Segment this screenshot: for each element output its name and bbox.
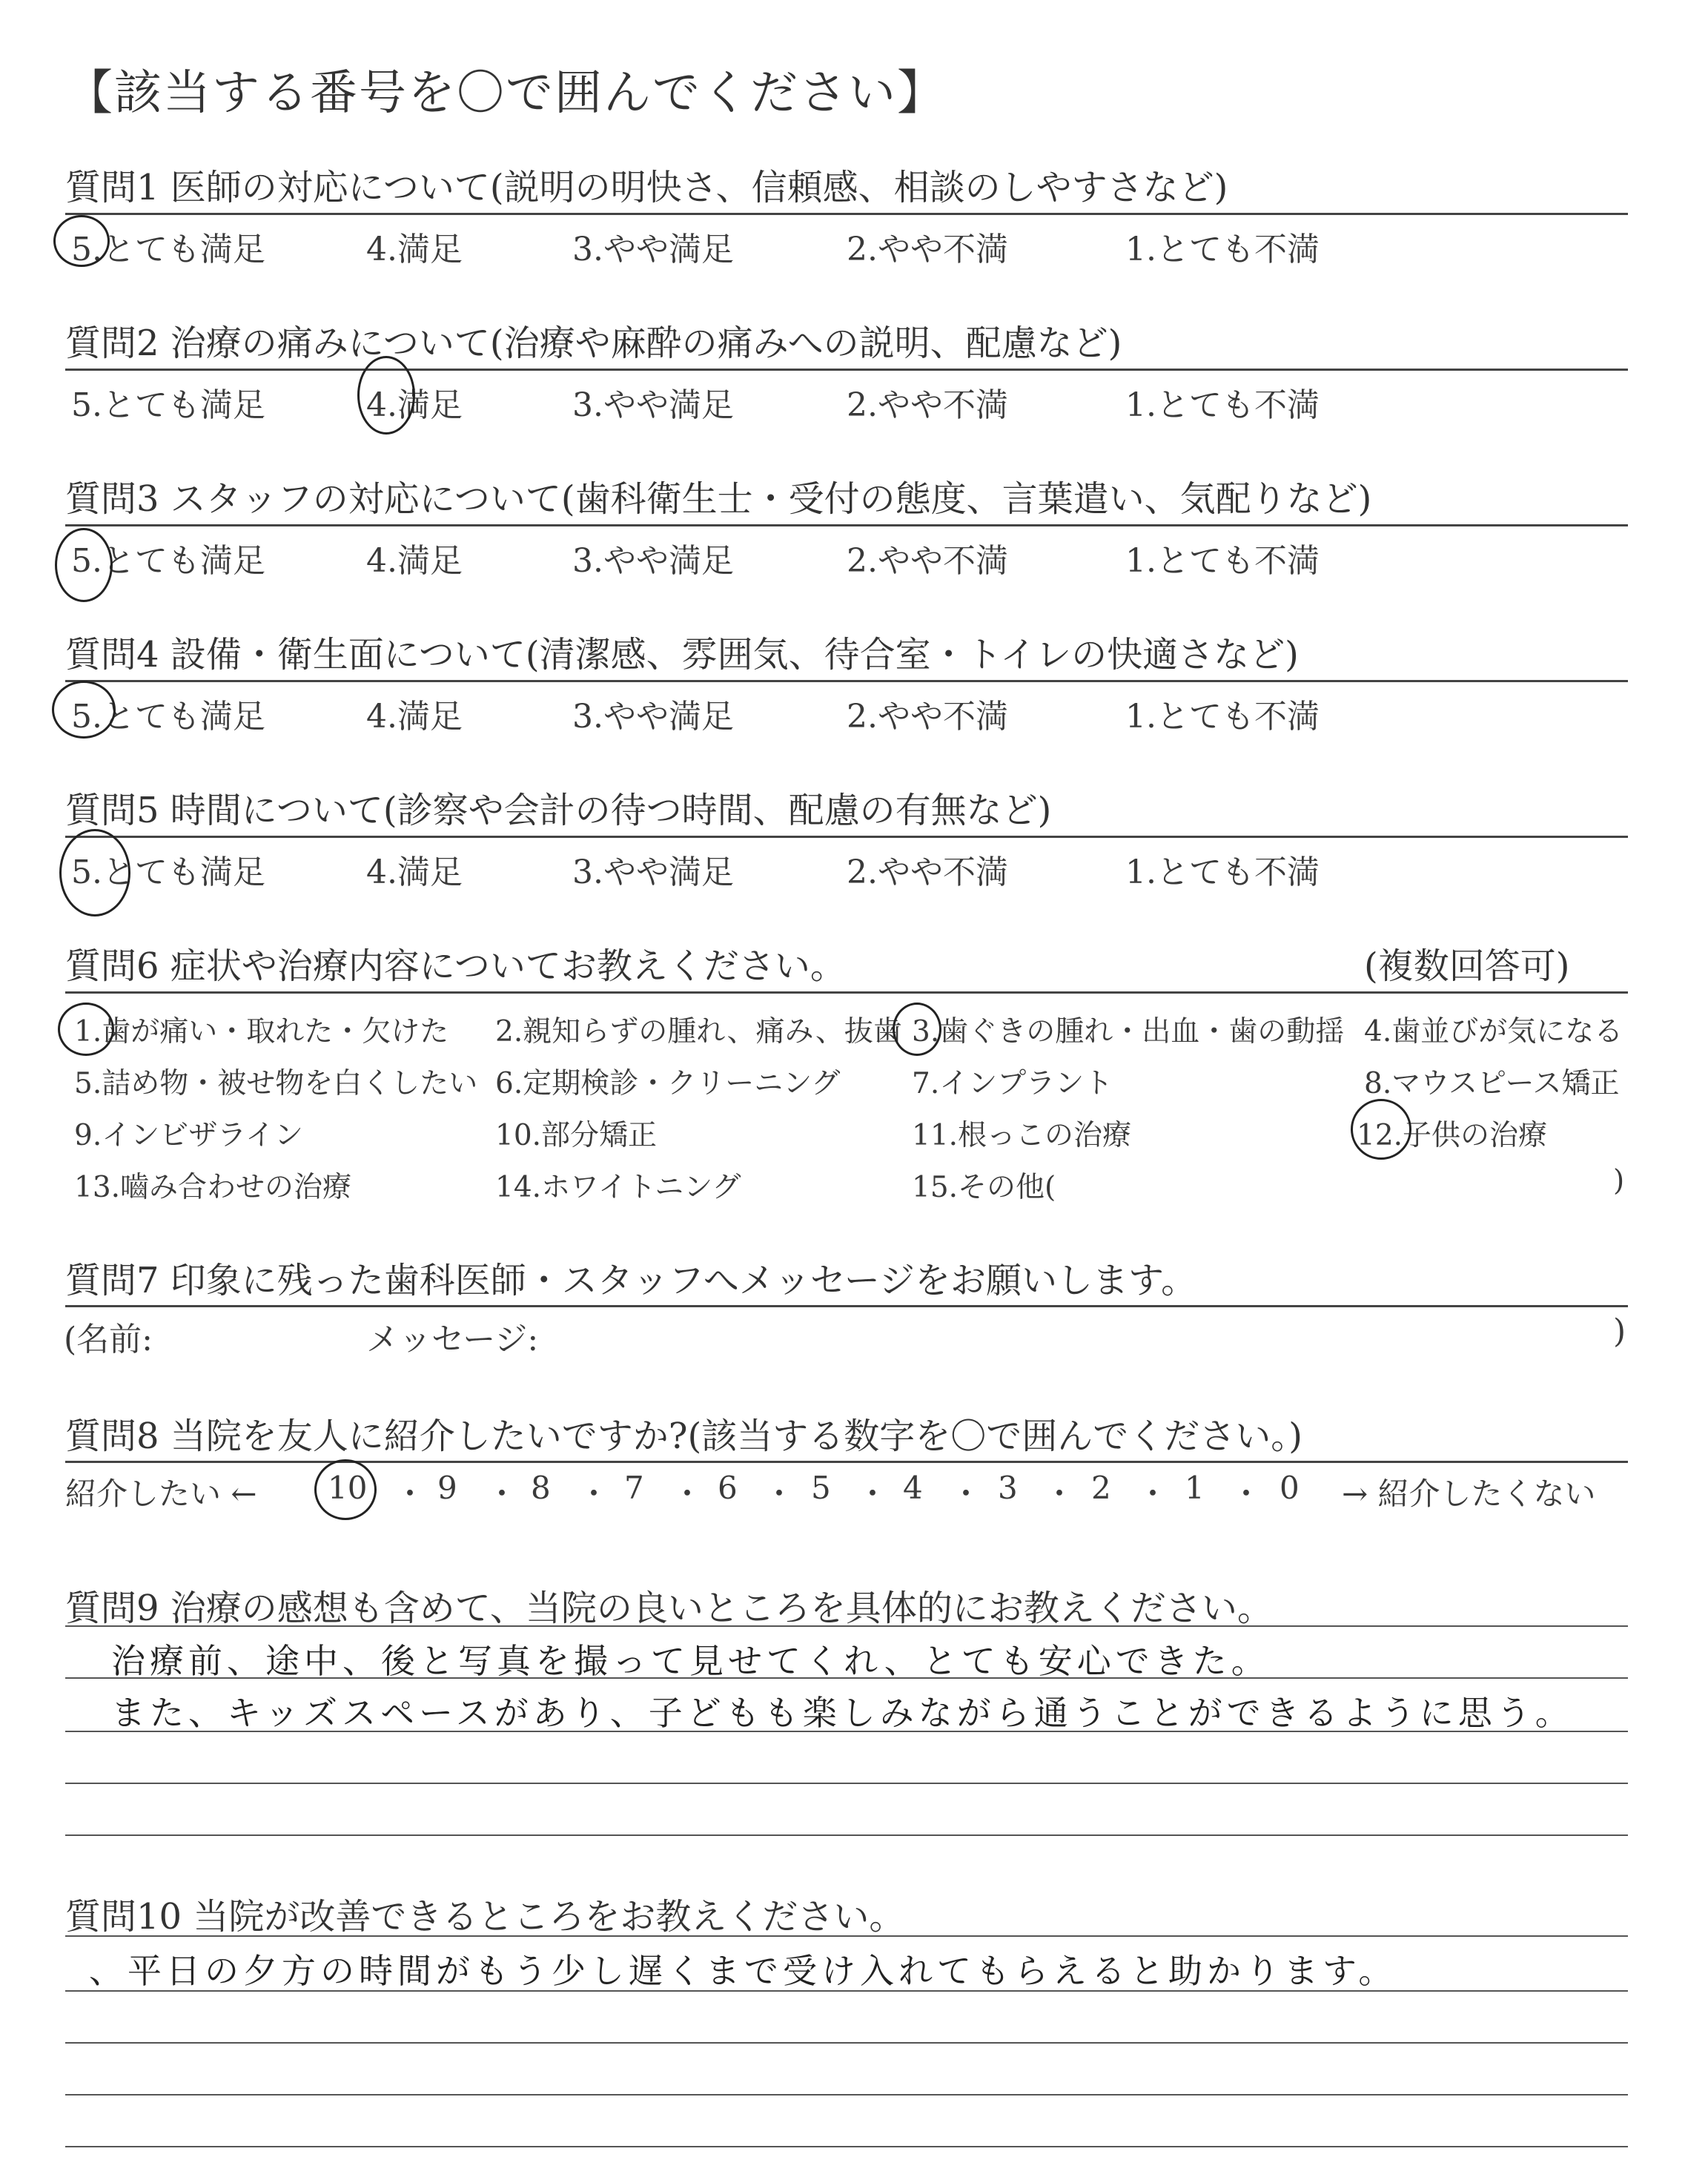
q8-sep: ・: [394, 1476, 426, 1512]
q5-option-1[interactable]: 1.とても不満: [1125, 853, 1320, 891]
q4-option-2[interactable]: 2.やや不満: [847, 698, 1008, 736]
question-10-title: 質問10 当院が改善できるところをお教えください。: [65, 1896, 905, 1938]
q8-sep: ・: [857, 1476, 889, 1512]
q8-left-label: 紹介したい ←: [65, 1476, 257, 1512]
q5-option-5[interactable]: 5.とても満足: [71, 853, 265, 891]
q8-score-8[interactable]: 8: [531, 1470, 551, 1506]
q9-answer-rule-1: [65, 1625, 1628, 1627]
q1-selection-circle: [53, 215, 110, 267]
q8-right-label: → 紹介したくない: [1342, 1476, 1596, 1512]
q1-option-4[interactable]: 4.満足: [366, 231, 463, 268]
q8-score-7[interactable]: 7: [624, 1470, 644, 1506]
q8-score-10[interactable]: 10: [328, 1470, 368, 1506]
question-7-rule: [65, 1305, 1628, 1307]
q4-option-4[interactable]: 4.満足: [366, 698, 463, 736]
q6-option-3[interactable]: 3.歯ぐきの腫れ・出血・歯の動揺: [912, 1015, 1345, 1048]
q10-answer-rule-4: [65, 2094, 1628, 2095]
q5-option-4[interactable]: 4.満足: [366, 853, 463, 891]
question-1-rule: [65, 213, 1628, 215]
q2-option-4[interactable]: 4.満足: [366, 386, 463, 424]
q8-sep: ・: [950, 1476, 982, 1512]
q6-option-1[interactable]: 1.歯が痛い・取れた・欠けた: [74, 1015, 449, 1048]
question-3-title: 質問3 スタッフの対応について(歯科衛生士・受付の態度、言葉遣い、気配りなど): [65, 478, 1372, 520]
question-5-rule: [65, 836, 1628, 838]
q1-option-2[interactable]: 2.やや不満: [847, 231, 1008, 268]
question-9-title: 質問9 治療の感想も含めて、当院の良いところを具体的にお教えください。: [65, 1588, 1273, 1629]
q4-selection-circle: [52, 681, 116, 739]
q2-option-2[interactable]: 2.やや不満: [847, 386, 1008, 424]
q8-score-9[interactable]: 9: [437, 1470, 457, 1506]
q6-option-9[interactable]: 9.インビザライン: [74, 1119, 304, 1152]
q3-option-5[interactable]: 5.とても満足: [71, 542, 265, 580]
q6-selection-circle-1: [58, 1003, 114, 1056]
q6-option-4[interactable]: 4.歯並びが気になる: [1364, 1015, 1623, 1048]
question-1-title: 質問1 医師の対応について(説明の明快さ、信頼感、相談のしやすさなど): [65, 167, 1228, 208]
q8-score-0[interactable]: 0: [1280, 1470, 1300, 1506]
question-5-title: 質問5 時間について(診察や会計の待つ時間、配慮の有無など): [65, 790, 1052, 831]
q6-option-5[interactable]: 5.詰め物・被せ物を白くしたい: [74, 1067, 478, 1100]
question-8-rule: [65, 1461, 1628, 1463]
q8-score-4[interactable]: 4: [903, 1470, 923, 1506]
q6-option-8[interactable]: 8.マウスピース矯正: [1364, 1067, 1620, 1100]
q10-answer-rule-2: [65, 1990, 1628, 1992]
q6-selection-circle-3: [893, 1003, 941, 1056]
q9-answer-rule-4: [65, 1783, 1628, 1784]
q3-option-3[interactable]: 3.やや満足: [572, 542, 734, 580]
q6-selection-circle-12: [1351, 1099, 1411, 1160]
q4-option-5[interactable]: 5.とても満足: [71, 698, 265, 736]
q8-sep: ・: [1137, 1476, 1169, 1512]
q1-option-1[interactable]: 1.とても不満: [1125, 231, 1320, 268]
q8-sep: ・: [486, 1476, 518, 1512]
q3-option-1[interactable]: 1.とても不満: [1125, 542, 1320, 580]
q6-option-14[interactable]: 14.ホワイトニング: [495, 1171, 741, 1204]
q4-option-3[interactable]: 3.やや満足: [572, 698, 734, 736]
q10-answer-rule-5: [65, 2146, 1628, 2147]
q10-answer-rule-3: [65, 2042, 1628, 2044]
q6-option-15-close: ): [1613, 1164, 1625, 1198]
q8-score-1[interactable]: 1: [1185, 1470, 1205, 1506]
q2-option-1[interactable]: 1.とても不満: [1125, 386, 1320, 424]
q3-option-4[interactable]: 4.満足: [366, 542, 463, 580]
q6-option-2[interactable]: 2.親知らずの腫れ、痛み、抜歯: [495, 1015, 902, 1048]
q2-option-3[interactable]: 3.やや満足: [572, 386, 734, 424]
q2-option-5[interactable]: 5.とても満足: [71, 386, 265, 424]
q8-score-2[interactable]: 2: [1091, 1470, 1111, 1506]
q5-selection-circle: [59, 829, 130, 916]
question-2-title: 質問2 治療の痛みについて(治療や麻酔の痛みへの説明、配慮など): [65, 323, 1122, 364]
q4-option-1[interactable]: 1.とても不満: [1125, 698, 1320, 736]
q6-option-11[interactable]: 11.根っこの治療: [912, 1119, 1132, 1152]
q7-close-paren: ): [1613, 1312, 1626, 1350]
q7-message-label: メッセージ:: [366, 1321, 539, 1358]
q2-selection-circle: [357, 356, 415, 435]
q6-option-10[interactable]: 10.部分矯正: [495, 1119, 658, 1152]
q8-sep: ・: [764, 1476, 795, 1512]
question-4-rule: [65, 680, 1628, 682]
q8-score-6[interactable]: 6: [718, 1470, 738, 1506]
q8-sep: ・: [578, 1476, 610, 1512]
page-header: 【該当する番号を〇で囲んでください】: [65, 66, 946, 121]
q8-sep: ・: [672, 1476, 704, 1512]
question-2-rule: [65, 369, 1628, 371]
q9-answer-line-2: また、キッズスペースがあり、子どもも楽しみながら通うことができるように思う。: [111, 1693, 1574, 1733]
question-6-title: 質問6 症状や治療内容についてお教えください。: [65, 945, 846, 987]
q6-option-6[interactable]: 6.定期検診・クリーニング: [495, 1067, 841, 1100]
q5-option-2[interactable]: 2.やや不満: [847, 853, 1008, 891]
q8-sep: ・: [1044, 1476, 1076, 1512]
q6-option-12[interactable]: 12.子供の治療: [1357, 1119, 1548, 1152]
q6-option-15[interactable]: 15.その他(: [912, 1171, 1056, 1204]
q3-option-2[interactable]: 2.やや不満: [847, 542, 1008, 580]
question-6-rule: [65, 991, 1628, 994]
q8-score-5[interactable]: 5: [811, 1470, 831, 1506]
question-3-rule: [65, 524, 1628, 526]
q1-option-5[interactable]: 5.とても満足: [71, 231, 265, 268]
q6-option-13[interactable]: 13.嚙み合わせの治療: [74, 1171, 352, 1204]
q3-selection-circle: [55, 528, 113, 602]
question-7-title: 質問7 印象に残った歯科医師・スタッフへメッセージをお願いします。: [65, 1260, 1197, 1301]
q7-name-label: (名前:: [64, 1321, 153, 1358]
q5-option-3[interactable]: 3.やや満足: [572, 853, 734, 891]
q9-answer-rule-5: [65, 1834, 1628, 1836]
q10-answer-line-1: 、平日の夕方の時間がもう少し遅くまで受け入れてもらえると助かります。: [89, 1951, 1397, 1991]
question-4-title: 質問4 設備・衛生面について(清潔感、雰囲気、待合室・トイレの快適さなど): [65, 634, 1299, 676]
q8-sep: ・: [1231, 1476, 1262, 1512]
q9-answer-rule-3: [65, 1731, 1628, 1732]
q9-answer-rule-2: [65, 1677, 1628, 1679]
question-8-title: 質問8 当院を友人に紹介したいですか?(該当する数字を〇で囲んでください。): [65, 1416, 1302, 1457]
question-6-note: (複数回答可): [1364, 945, 1570, 987]
q1-option-3[interactable]: 3.やや満足: [572, 231, 734, 268]
q10-answer-rule-1: [65, 1935, 1628, 1937]
q8-selection-circle: [314, 1459, 377, 1520]
q8-score-3[interactable]: 3: [998, 1470, 1018, 1506]
q9-answer-line-1: 治療前、途中、後と写真を撮って見せてくれ、とても安心できた。: [111, 1641, 1270, 1681]
q6-option-7[interactable]: 7.インプラント: [912, 1067, 1113, 1100]
